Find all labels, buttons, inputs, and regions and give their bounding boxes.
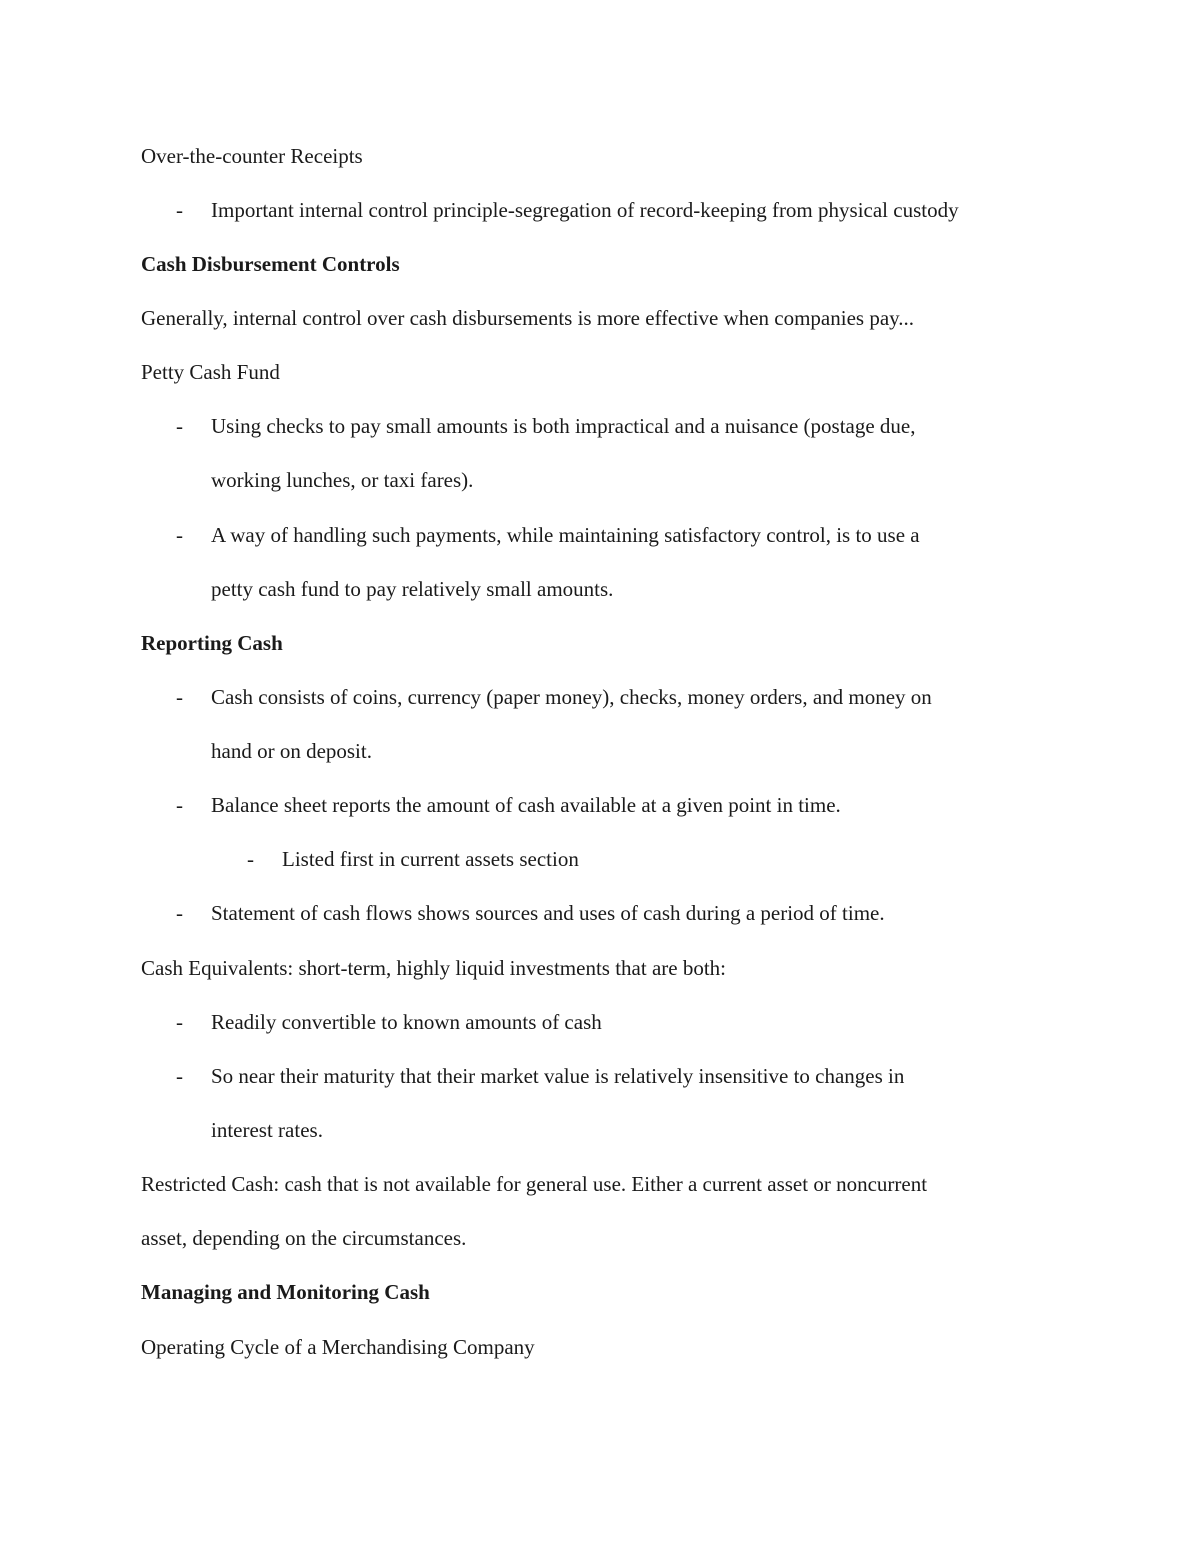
bullet-dash: - [176, 523, 183, 547]
bullet-way-line-2: petty cash fund to pay relatively small amounts. [211, 577, 614, 601]
bullet-checks-line-2: working lunches, or taxi fares). [211, 468, 474, 492]
paragraph-operating-cycle: Operating Cycle of a Merchandising Company [141, 1335, 535, 1359]
bullet-consists-line-1: Cash consists of coins, currency (paper money), checks, money orders, and money on [211, 685, 932, 709]
bullet-dash: - [176, 901, 183, 925]
bullet-consists-line-2: hand or on deposit. [211, 739, 372, 763]
sub-bullet-listed-first: Listed first in current assets section [282, 847, 579, 871]
paragraph-restricted-cash-line-2: asset, depending on the circumstances. [141, 1226, 467, 1250]
bullet-dash: - [176, 1010, 183, 1034]
bullet-way-line-1: A way of handling such payments, while maintaining satisfactory control, is to use a [211, 523, 920, 547]
bullet-statement-of-cash-flows: Statement of cash flows shows sources and uses of cash during a period of time. [211, 901, 885, 925]
bullet-dash: - [176, 1064, 183, 1088]
paragraph-generally: Generally, internal control over cash disbursements is more effective when companies pay... [141, 306, 915, 330]
heading-reporting-cash: Reporting Cash [141, 631, 283, 655]
paragraph-cash-equivalents: Cash Equivalents: short-term, highly liquid investments that are both: [141, 956, 726, 980]
paragraph-over-the-counter-receipts: Over-the-counter Receipts [141, 144, 363, 168]
bullet-checks-line-1: Using checks to pay small amounts is both impractical and a nuisance (postage due, [211, 414, 916, 438]
sub-bullet-dash: - [247, 847, 254, 871]
bullet-balance-sheet: Balance sheet reports the amount of cash available at a given point in time. [211, 793, 841, 817]
bullet-dash: - [176, 414, 183, 438]
bullet-readily-convertible: Readily convertible to known amounts of cash [211, 1010, 602, 1034]
heading-managing-and-monitoring-cash: Managing and Monitoring Cash [141, 1280, 430, 1304]
bullet-dash: - [176, 685, 183, 709]
heading-cash-disbursement-controls: Cash Disbursement Controls [141, 252, 400, 276]
bullet-dash: - [176, 793, 183, 817]
bullet-dash: - [176, 198, 183, 222]
paragraph-restricted-cash-line-1: Restricted Cash: cash that is not available for general use. Either a current asset or noncurrent [141, 1172, 928, 1196]
paragraph-petty-cash-fund: Petty Cash Fund [141, 360, 280, 384]
bullet-segregation: Important internal control principle-segregation of record-keeping from physical custody [211, 198, 959, 222]
bullet-near-maturity-line-1: So near their maturity that their market value is relatively insensitive to changes in [211, 1064, 905, 1088]
bullet-near-maturity-line-2: interest rates. [211, 1118, 323, 1142]
